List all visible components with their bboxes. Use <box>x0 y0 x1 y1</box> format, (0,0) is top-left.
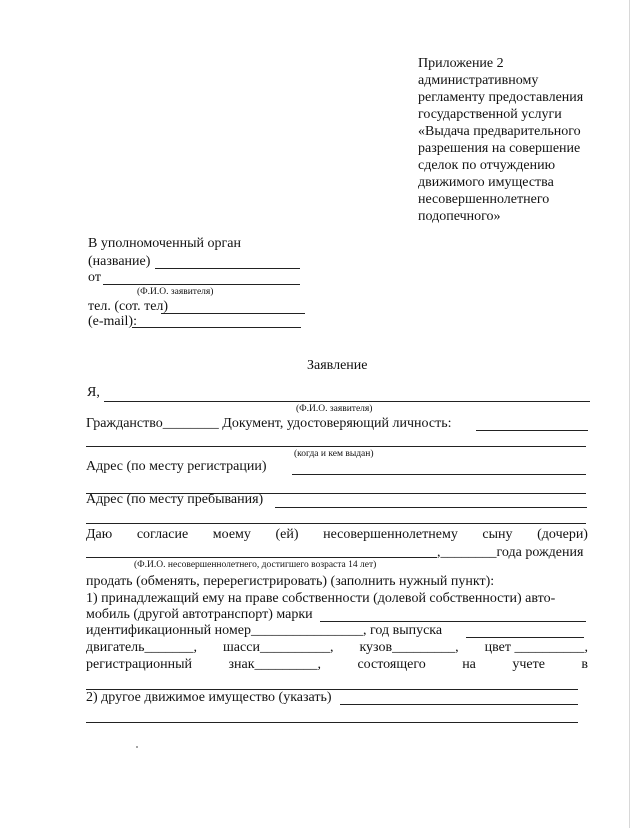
chassis-field[interactable]: шасси__________, <box>223 640 334 655</box>
vehicle-brand-field[interactable] <box>320 621 586 622</box>
reg-word: регистрационный <box>86 657 193 672</box>
appendix-line: движимого имущества <box>418 175 554 190</box>
consent-word: (ей) <box>275 527 299 542</box>
appendix-line: Приложение 2 <box>418 56 504 71</box>
item2-label: 2) другое движимое имущество (указать) <box>86 690 332 705</box>
reg-word: на <box>462 657 476 672</box>
consent-word: согласие <box>136 527 189 542</box>
consent-word: несовершеннолетнему <box>323 527 458 542</box>
sell-instruction: продать (обменять, перерегистрировать) (заполнить нужный пункт): <box>86 574 495 589</box>
engine-line <box>86 640 588 656</box>
other-property-field-line2[interactable] <box>86 722 578 723</box>
reg-word: учете <box>512 657 545 672</box>
appendix-line: «Выдача предварительного <box>418 124 581 139</box>
item1-line2: мобиль (другой автотранспорт) марки <box>86 607 313 622</box>
citizenship-document-label: Гражданство________ Документ, удостоверяющий личность: <box>86 416 452 431</box>
appendix-line: сделок по отчуждению <box>418 158 556 173</box>
appendix-line: разрешения на совершение <box>418 141 581 156</box>
applicant-full-name-hint: (Ф.И.О. заявителя) <box>296 404 373 414</box>
consent-word: сыну <box>482 527 513 542</box>
scan-speck <box>136 746 138 748</box>
phone-label: тел. (сот. тел) <box>88 299 169 314</box>
reg-word: в <box>581 657 588 672</box>
consent-line <box>86 527 588 543</box>
document-title: Заявление <box>307 358 368 373</box>
year-field[interactable] <box>466 637 584 638</box>
address-registration-label: Адрес (по месту регистрации) <box>86 459 267 474</box>
appendix-line: государственной услуги <box>418 107 562 122</box>
applicant-fio-field[interactable] <box>103 284 300 285</box>
appendix-line: несовершеннолетнего <box>418 192 550 207</box>
color-field[interactable]: цвет __________, <box>484 640 588 655</box>
document-issued-hint: (когда и кем выдан) <box>294 449 374 459</box>
applicant-fio-hint: (Ф.И.О. заявителя) <box>137 287 214 297</box>
authority-name-label: (название) <box>88 254 151 269</box>
identity-document-field-line2[interactable] <box>86 446 586 447</box>
consent-word: Даю <box>86 527 113 542</box>
birth-year-label: ,________года рождения <box>437 545 584 560</box>
applicant-full-name-field[interactable] <box>104 401 590 402</box>
appendix-line: регламенту предоставления <box>418 90 584 105</box>
reg-word: состоящего <box>357 657 426 672</box>
ya-label: Я, <box>87 385 100 400</box>
address-stay-field[interactable] <box>275 507 587 508</box>
body-field[interactable]: кузов_________, <box>359 640 459 655</box>
email-label: (e-mail): <box>88 314 137 329</box>
identity-document-field[interactable] <box>476 430 588 431</box>
address-stay-label: Адрес (по месту пребывания) <box>86 492 264 507</box>
email-field[interactable] <box>132 327 301 328</box>
appendix-line: подопечного» <box>418 209 501 224</box>
appendix-line: административному <box>418 73 539 88</box>
item1-line1: 1) принадлежащий ему на праве собственности (долевой собственности) авто- <box>86 591 556 606</box>
engine-field[interactable]: двигатель_______, <box>86 640 198 655</box>
from-label: от <box>88 270 101 285</box>
consent-word: (дочери) <box>537 527 588 542</box>
registration-line <box>86 657 588 673</box>
reg-plate-field[interactable]: знак_________, <box>228 657 322 672</box>
minor-fio-hint: (Ф.И.О. несовершеннолетнего, достигшего возраста 14 лет) <box>134 560 377 570</box>
minor-fio-field[interactable] <box>86 557 437 558</box>
scan-edge-line <box>629 0 630 828</box>
authority-name-field[interactable] <box>155 268 300 269</box>
vin-year-label: идентификационный номер________________, год выпуска <box>86 623 443 638</box>
phone-field[interactable] <box>161 313 305 314</box>
consent-word: моему <box>212 527 251 542</box>
other-property-field[interactable] <box>340 704 578 705</box>
address-stay-field-line2[interactable] <box>86 523 586 524</box>
address-registration-field[interactable] <box>292 474 586 475</box>
addressee-label: В уполномоченный орган <box>88 236 241 251</box>
